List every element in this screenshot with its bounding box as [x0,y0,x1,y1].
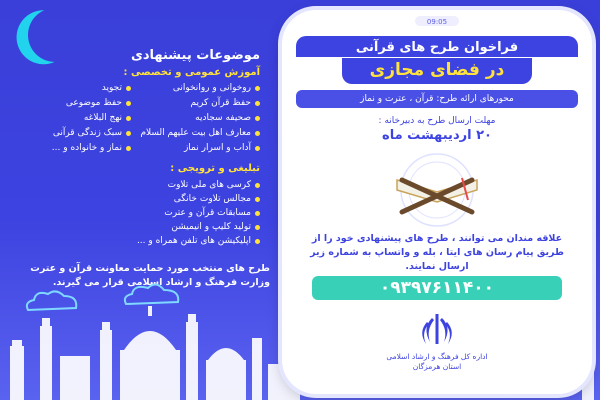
promotional-subtitle: تبلیغی و ترویجی : [170,163,260,174]
status-time: 09:05 [426,18,448,26]
topic-item: آداب و اسرار نماز [139,142,260,155]
topic-item: روخوانی و روانخوانی [139,82,260,95]
general-topics-list [10,82,260,155]
deadline-label: مهلت ارسال طرح به دبیرخانه : [378,116,496,126]
topic-item: نهج البلاغه [10,112,131,125]
topic-item: حفظ موضوعی [10,97,131,110]
phone-mockup [282,10,592,394]
call-title-line1: فراخوان طرح های قرآنی [296,36,578,57]
invitation-text: علاقه مندان می توانند ، طرح های پیشنهادی خود را از طریق پیام رسان های ایتا ، بله و واتساپ به شماره زیر ارسال نمایند. [310,233,564,272]
promo-item: مجالس تلاوت خانگی [10,192,260,206]
promo-item: اپلیکیشن های تلفن همراه و ... [10,234,260,248]
topic-item: معارف اهل بیت علیهم السلام [139,127,260,140]
contact-phone-number[interactable]: ۰۹۳۹۷۶۱۱۴۰۰ [312,276,562,300]
topic-item: سبک زندگی قرآنی [10,127,131,140]
iran-emblem-icon [416,308,458,350]
organization-name [322,352,552,372]
promo-item: مسابقات قرآن و عترت [10,206,260,220]
general-education-subtitle: آموزش عمومی و تخصصی : [123,67,260,78]
organization-line2: استان هرمزگان [412,362,462,371]
promo-item: تولید کلیپ و انیمیشن [10,220,260,234]
suggested-topics-title: موضوعات پیشنهادی [130,48,260,63]
suggested-topics-panel [10,48,260,254]
topic-item: حفظ قرآن کریم [139,97,260,110]
quran-stand-icon [342,150,532,228]
call-title-line2: در فضای مجازی [342,58,532,84]
topic-item: صحیفه سجادیه [139,112,260,125]
topic-item: نماز و خانواده و ... [10,142,131,155]
selected-projects-note: طرح های منتخب مورد حمایت معاونت قرآن و عترت وزارت فرهنگ و ارشاد اسلامی قرار می گیرند. [30,263,270,288]
promotional-topics-list [10,178,260,248]
topic-item: تجوید [10,82,131,95]
organization-line1: اداره کل فرهنگ و ارشاد اسلامی [386,352,488,361]
promo-item: کرسی های ملی تلاوت [10,178,260,192]
deadline-date: ۲۰ اردیبهشت ماه [382,128,492,143]
mosque-skyline-icon [0,260,300,400]
submission-axes: محورهای ارائه طرح: قرآن ، عترت و نماز [296,90,578,108]
